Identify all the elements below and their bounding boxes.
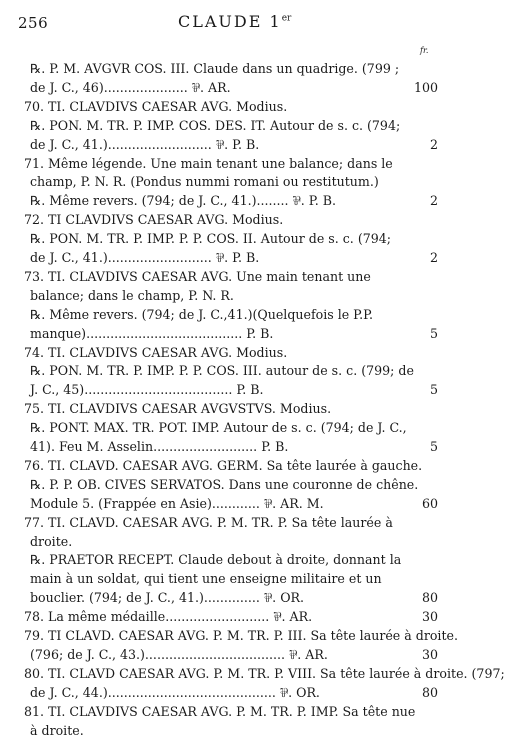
line-text: de J. C., 41.).......................... ⅌. P. B.: [30, 250, 260, 265]
line-text: 77. TI. CLAVD. CAESAR AVG. P. M. TR. P. Sa tête laurée à: [24, 514, 393, 530]
text-line: [0, 477, 446, 493]
text-line: [0, 326, 446, 342]
line-text: à droite.: [30, 722, 84, 738]
line-text: 70. TI. CLAVDIVS CAESAR AVG. Modius.: [24, 98, 288, 114]
line-text: 75. TI. CLAVDIVS CAESAR AVGVSTVS. Modius.: [24, 401, 332, 417]
text-line: [0, 704, 446, 720]
text-line: [0, 571, 446, 587]
line-text: bouclier. (794; de J. C., 41.).............. ⅌. OR.: [30, 590, 305, 606]
line-text: de J. C., 46)..................... ⅌. AR.: [30, 79, 231, 95]
line-text: ℞. PON. M. TR. P. IMP. COS. DES. IT. Autour de s. c. (794;: [30, 117, 401, 133]
line-text: 73. TI. CLAVDIVS CAESAR AVG. Une main tenant une: [24, 268, 371, 284]
line-value: 60: [421, 495, 438, 511]
text-line: [0, 458, 446, 474]
line-value: 5: [429, 325, 438, 341]
text-line: [0, 99, 446, 115]
line-text: champ, P. N. R. (Pondus nummi romani ou restitutum.): [30, 174, 379, 190]
text-line: [0, 345, 446, 361]
text-line: [0, 137, 446, 153]
text-line: [0, 118, 446, 134]
text-line: [0, 439, 446, 455]
line-text: ℞. PONT. MAX. TR. POT. IMP. Autour de s. c. (794; de J. C.,: [30, 420, 407, 436]
text-line: [0, 212, 446, 228]
line-text: 76. TI. CLAVD. CAESAR AVG. GERM. Sa tête laurée à gauche.: [24, 457, 423, 473]
text-line: [0, 288, 446, 304]
text-line: [0, 647, 446, 663]
line-text: de J. C., 44.).......................................... ⅌. OR.: [30, 684, 320, 700]
text-line: [0, 609, 446, 625]
line-value: 2: [429, 193, 438, 209]
text-line: [0, 269, 446, 285]
line-text: 72. TI CLAVDIVS CAESAR AVG. Modius.: [24, 212, 284, 228]
line-text: ℞. PRAETOR RECEPT. Claude debout à droite, donnant la: [30, 552, 402, 568]
running-header-title: CLAUDE 1: [178, 12, 282, 31]
line-value: 5: [429, 439, 438, 454]
running-header: [178, 12, 291, 31]
line-text: 71. Même légende. Une main tenant une balance; dans le: [24, 155, 393, 171]
text-line: [0, 231, 446, 247]
line-text: 79. TI CLAVD. CAESAR AVG. P. M. TR. P. III. Sa tête laurée à droite.: [24, 628, 458, 643]
text-line: [0, 363, 446, 379]
line-text: ℞. P. M. AVGVR COS. III. Claude dans un quadrige. (799 ;: [30, 61, 400, 76]
line-text: de J. C., 41.).......................... ⅌. P. B.: [30, 136, 260, 152]
line-text: ℞. P. P. OB. CIVES SERVATOS. Dans une couronne de chêne.: [30, 476, 419, 492]
line-text: Module 5. (Frappée en Asie)............ ⅌. AR. M.: [30, 495, 324, 511]
text-line: [0, 590, 446, 606]
text-line: [0, 534, 446, 550]
text-line: [0, 401, 446, 417]
line-text: ℞. PON. M. TR. P. IMP. P. P. COS. III. autour de s. c. (799; de: [30, 363, 414, 379]
line-text: J. C., 45)..................................... P. B.: [30, 382, 264, 398]
text-line: [0, 61, 446, 77]
line-value: 2: [429, 136, 438, 152]
text-line: [0, 665, 505, 682]
text-line: [0, 174, 446, 190]
line-value: 80: [421, 684, 438, 700]
line-value: 2: [429, 250, 438, 265]
text-line: [0, 193, 446, 209]
line-text: ℞. PON. M. TR. P. IMP. P. P. COS. II. Autour de s. c. (794;: [30, 231, 392, 247]
line-value: 30: [421, 646, 438, 662]
line-value: 80: [421, 590, 438, 606]
line-text: 41). Feu M. Asselin.......................... P. B.: [30, 439, 289, 454]
text-line: [0, 685, 446, 701]
line-text: 78. La même médaille.......................... ⅌. AR.: [24, 609, 313, 625]
text-line: [0, 420, 446, 436]
text-line: [0, 723, 446, 739]
column-unit-label: fr.: [420, 46, 429, 55]
text-line: [0, 382, 446, 398]
line-text: ℞. Même revers. (794; de J. C.,41.)(Quelquefois le P.P.: [30, 306, 374, 322]
text-line: [0, 156, 446, 172]
line-text: ℞. Même revers. (794; de J. C., 41.)........ ⅌. P. B.: [30, 193, 336, 209]
line-text: (796; de J. C., 43.)................................... ⅌. AR.: [30, 646, 328, 662]
line-text: manque)....................................... P. B.: [30, 325, 274, 341]
line-text: droite.: [30, 533, 73, 549]
text-line: [0, 307, 446, 323]
line-text: 74. TI. CLAVDIVS CAESAR AVG. Modius.: [24, 344, 288, 360]
line-value: 30: [421, 609, 438, 625]
text-line: [0, 250, 446, 266]
page-number: 256: [18, 14, 49, 32]
running-header-sup: er: [281, 13, 292, 24]
text-line: [0, 628, 458, 644]
line-text: main à un soldat, qui tient une enseigne militaire et un: [30, 571, 382, 587]
text-line: [0, 80, 446, 96]
line-text: balance; dans le champ, P. N. R.: [30, 287, 234, 303]
line-value: 100: [413, 79, 438, 95]
line-value: 5: [429, 382, 438, 398]
line-text: 81. TI. CLAVDIVS CAESAR AVG. P. M. TR. P. IMP. Sa tête nue: [24, 703, 416, 719]
text-line: [0, 552, 446, 568]
text-line: [0, 496, 446, 512]
line-text: 80. TI. CLAVD CAESAR AVG. P. M. TR. P. VIII. Sa tête laurée à droite. (797;: [24, 665, 505, 681]
text-line: [0, 515, 446, 531]
